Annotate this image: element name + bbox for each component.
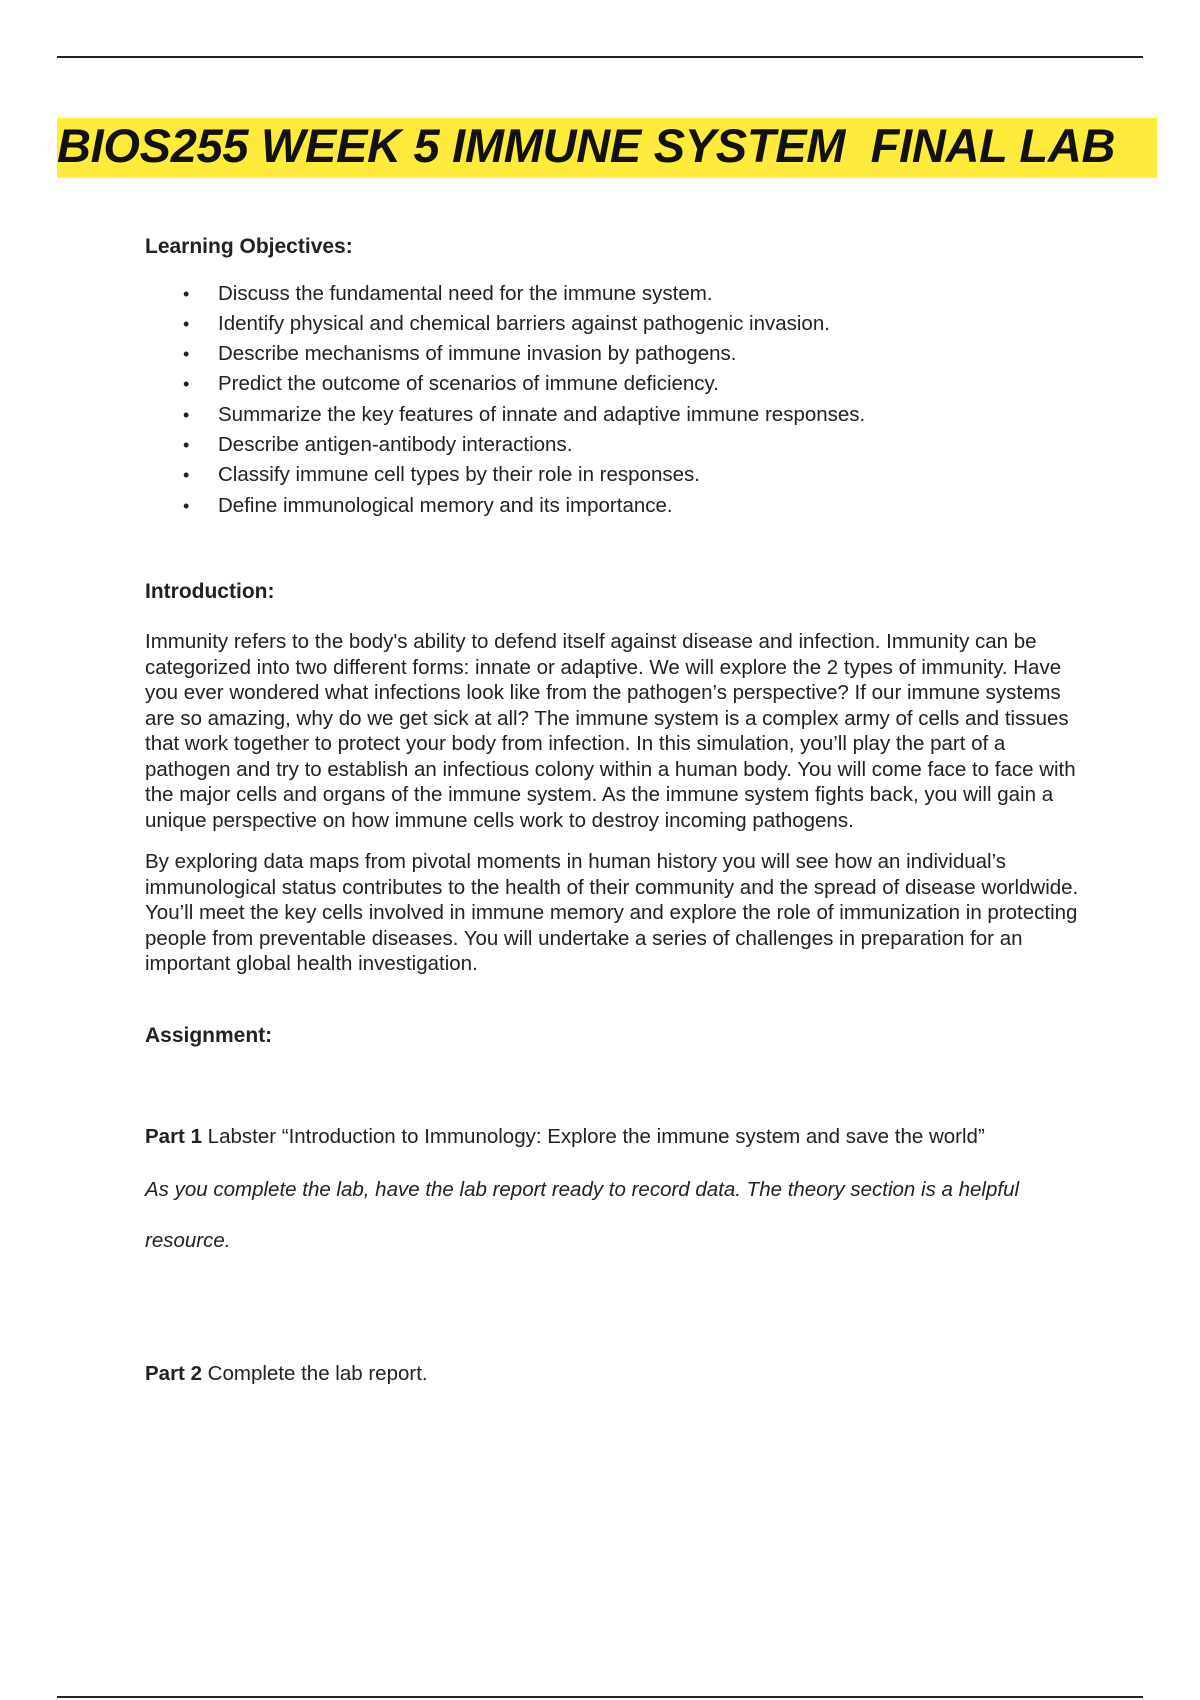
part-1-note: As you complete the lab, have the lab report ready to record data. The theory section is a helpful resource. [145, 1177, 1020, 1252]
part-2-label: Part 2 [145, 1361, 202, 1385]
objective-text: Describe antigen-antibody interactions. [218, 432, 573, 456]
part-2-text: Complete the lab report. [201, 1361, 428, 1385]
top-rule [57, 56, 1143, 58]
objective-text: Identify physical and chemical barriers against pathogenic invasion. [218, 311, 830, 335]
list-item [145, 430, 1095, 460]
part-1-text: Labster “Introduction to Immunology: Explore the immune system and save the world” [201, 1125, 985, 1149]
document-body [145, 234, 1095, 1386]
list-item [145, 279, 1095, 309]
list-item [145, 339, 1095, 369]
document-title: BIOS255 WEEK 5 IMMUNE SYSTEM FINAL LAB [57, 119, 1116, 172]
objective-text: Summarize the key features of innate and adaptive immune responses. [218, 402, 866, 426]
objective-text: Define immunological memory and its importance. [218, 493, 673, 517]
part-1-line [145, 1124, 1095, 1150]
list-item [145, 460, 1095, 490]
introduction-paragraph-2: By exploring data maps from pivotal moments in human history you will see how an individual’s immunological status contributes to the health of their community and the spread of disease worldwide. You’ll meet the key cells involved in immune memory and explore the role of immunization in protecting people from preventable diseases. You will undertake a series of challenges in preparation for an important global health investigation. [145, 850, 1079, 976]
introduction-paragraph-1: Immunity refers to the body's ability to defend itself against disease and infection. Immunity can be categorized into two different forms: innate or adaptive. We will explore the 2 types of immunity. Have you ever wondered what infections look like from the pathogen’s perspective? If our immune systems are so amazing, why do we get sick at all? The immune system is a complex army of cells and tissues that work together to protect your body from infection. In this simulation, you’ll play the part of a pathogen and try to establish an infectious colony within a human body. You will come face to face with the major cells and organs of the immune system. As the immune system fights back, you will gain a unique perspective on how immune cells work to destroy incoming pathogens. [145, 630, 1076, 832]
bottom-rule [57, 1696, 1143, 1698]
part-2-line [145, 1361, 1095, 1387]
learning-objectives-list [145, 279, 1095, 521]
bullet-icon: • [183, 434, 190, 455]
introduction-heading: Introduction: [145, 579, 275, 603]
bullet-icon: • [183, 374, 190, 395]
bullet-icon: • [183, 344, 190, 365]
objective-text: Describe mechanisms of immune invasion by pathogens. [218, 342, 737, 366]
part-1-label: Part 1 [145, 1125, 202, 1149]
list-item [145, 309, 1095, 339]
bullet-icon: • [183, 495, 190, 516]
list-item [145, 491, 1095, 521]
objective-text: Discuss the fundamental need for the immune system. [218, 281, 713, 305]
bullet-icon: • [183, 283, 190, 304]
bullet-icon: • [183, 313, 190, 334]
assignment-heading: Assignment: [145, 1023, 273, 1047]
learning-objectives-heading: Learning Objectives: [145, 235, 353, 258]
objective-text: Classify immune cell types by their role in responses. [218, 463, 700, 487]
objective-text: Predict the outcome of scenarios of immune deficiency. [218, 372, 719, 396]
bullet-icon: • [183, 465, 190, 486]
list-item [145, 369, 1095, 399]
bullet-icon: • [183, 404, 190, 425]
list-item [145, 400, 1095, 430]
